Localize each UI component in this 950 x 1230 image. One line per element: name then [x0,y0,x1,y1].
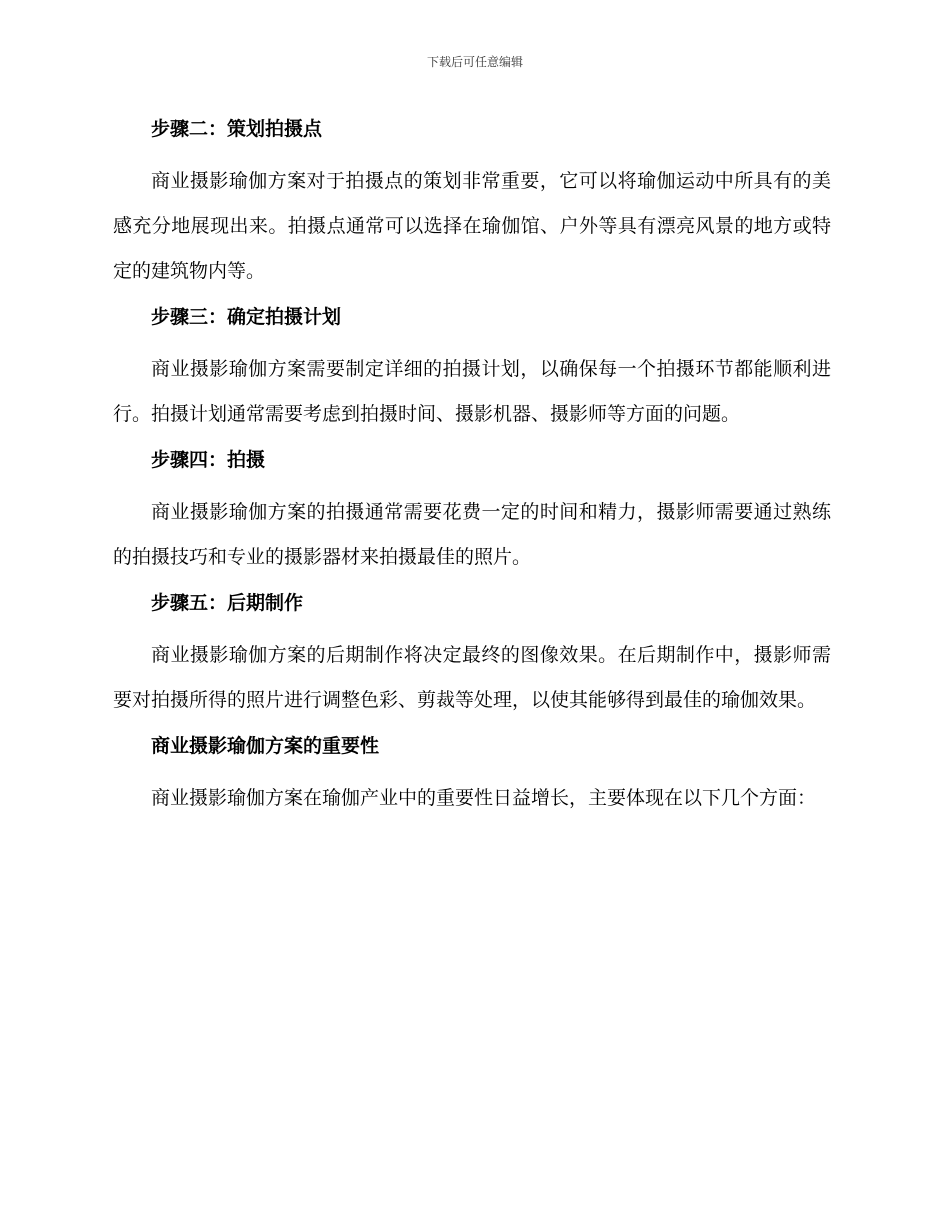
section-heading-importance: 商业摄影瑜伽方案的重要性 [151,735,380,757]
section-paragraph-step-3: 商业摄影瑜伽方案需要制定详细的拍摄计划，以确保每一个拍摄环节都能顺利进行。拍摄计划通常需要考虑到拍摄时间、摄影机器、摄影师等方面的问题。 [113,358,831,425]
section-paragraph-step-5: 商业摄影瑜伽方案的后期制作将决定最终的图像效果。在后期制作中，摄影师需要对拍摄所得的照片进行调整色彩、剪裁等处理，以使其能够得到最佳的瑜伽效果。 [113,644,831,711]
section-heading-step-4: 步骤四：拍摄 [151,449,266,471]
document-body [113,112,831,827]
section-paragraph-step-4: 商业摄影瑜伽方案的拍摄通常需要花费一定的时间和精力，摄影师需要通过熟练的拍摄技巧和专业的摄影器材来拍摄最佳的照片。 [113,501,831,568]
page-header: 下载后可任意编辑 [426,55,523,69]
section-paragraph-importance: 商业摄影瑜伽方案在瑜伽产业中的重要性日益增长，主要体现在以下几个方面： [151,787,817,809]
section-heading-step-5: 步骤五：后期制作 [151,592,304,614]
section-paragraph-step-2: 商业摄影瑜伽方案对于拍摄点的策划非常重要，它可以将瑜伽运动中所具有的美感充分地展现出来。拍摄点通常可以选择在瑜伽馆、户外等具有漂亮风景的地方或特定的建筑物内等。 [113,170,831,282]
section-heading-step-2: 步骤二：策划拍摄点 [151,118,323,140]
section-heading-step-3: 步骤三：确定拍摄计划 [151,306,342,328]
